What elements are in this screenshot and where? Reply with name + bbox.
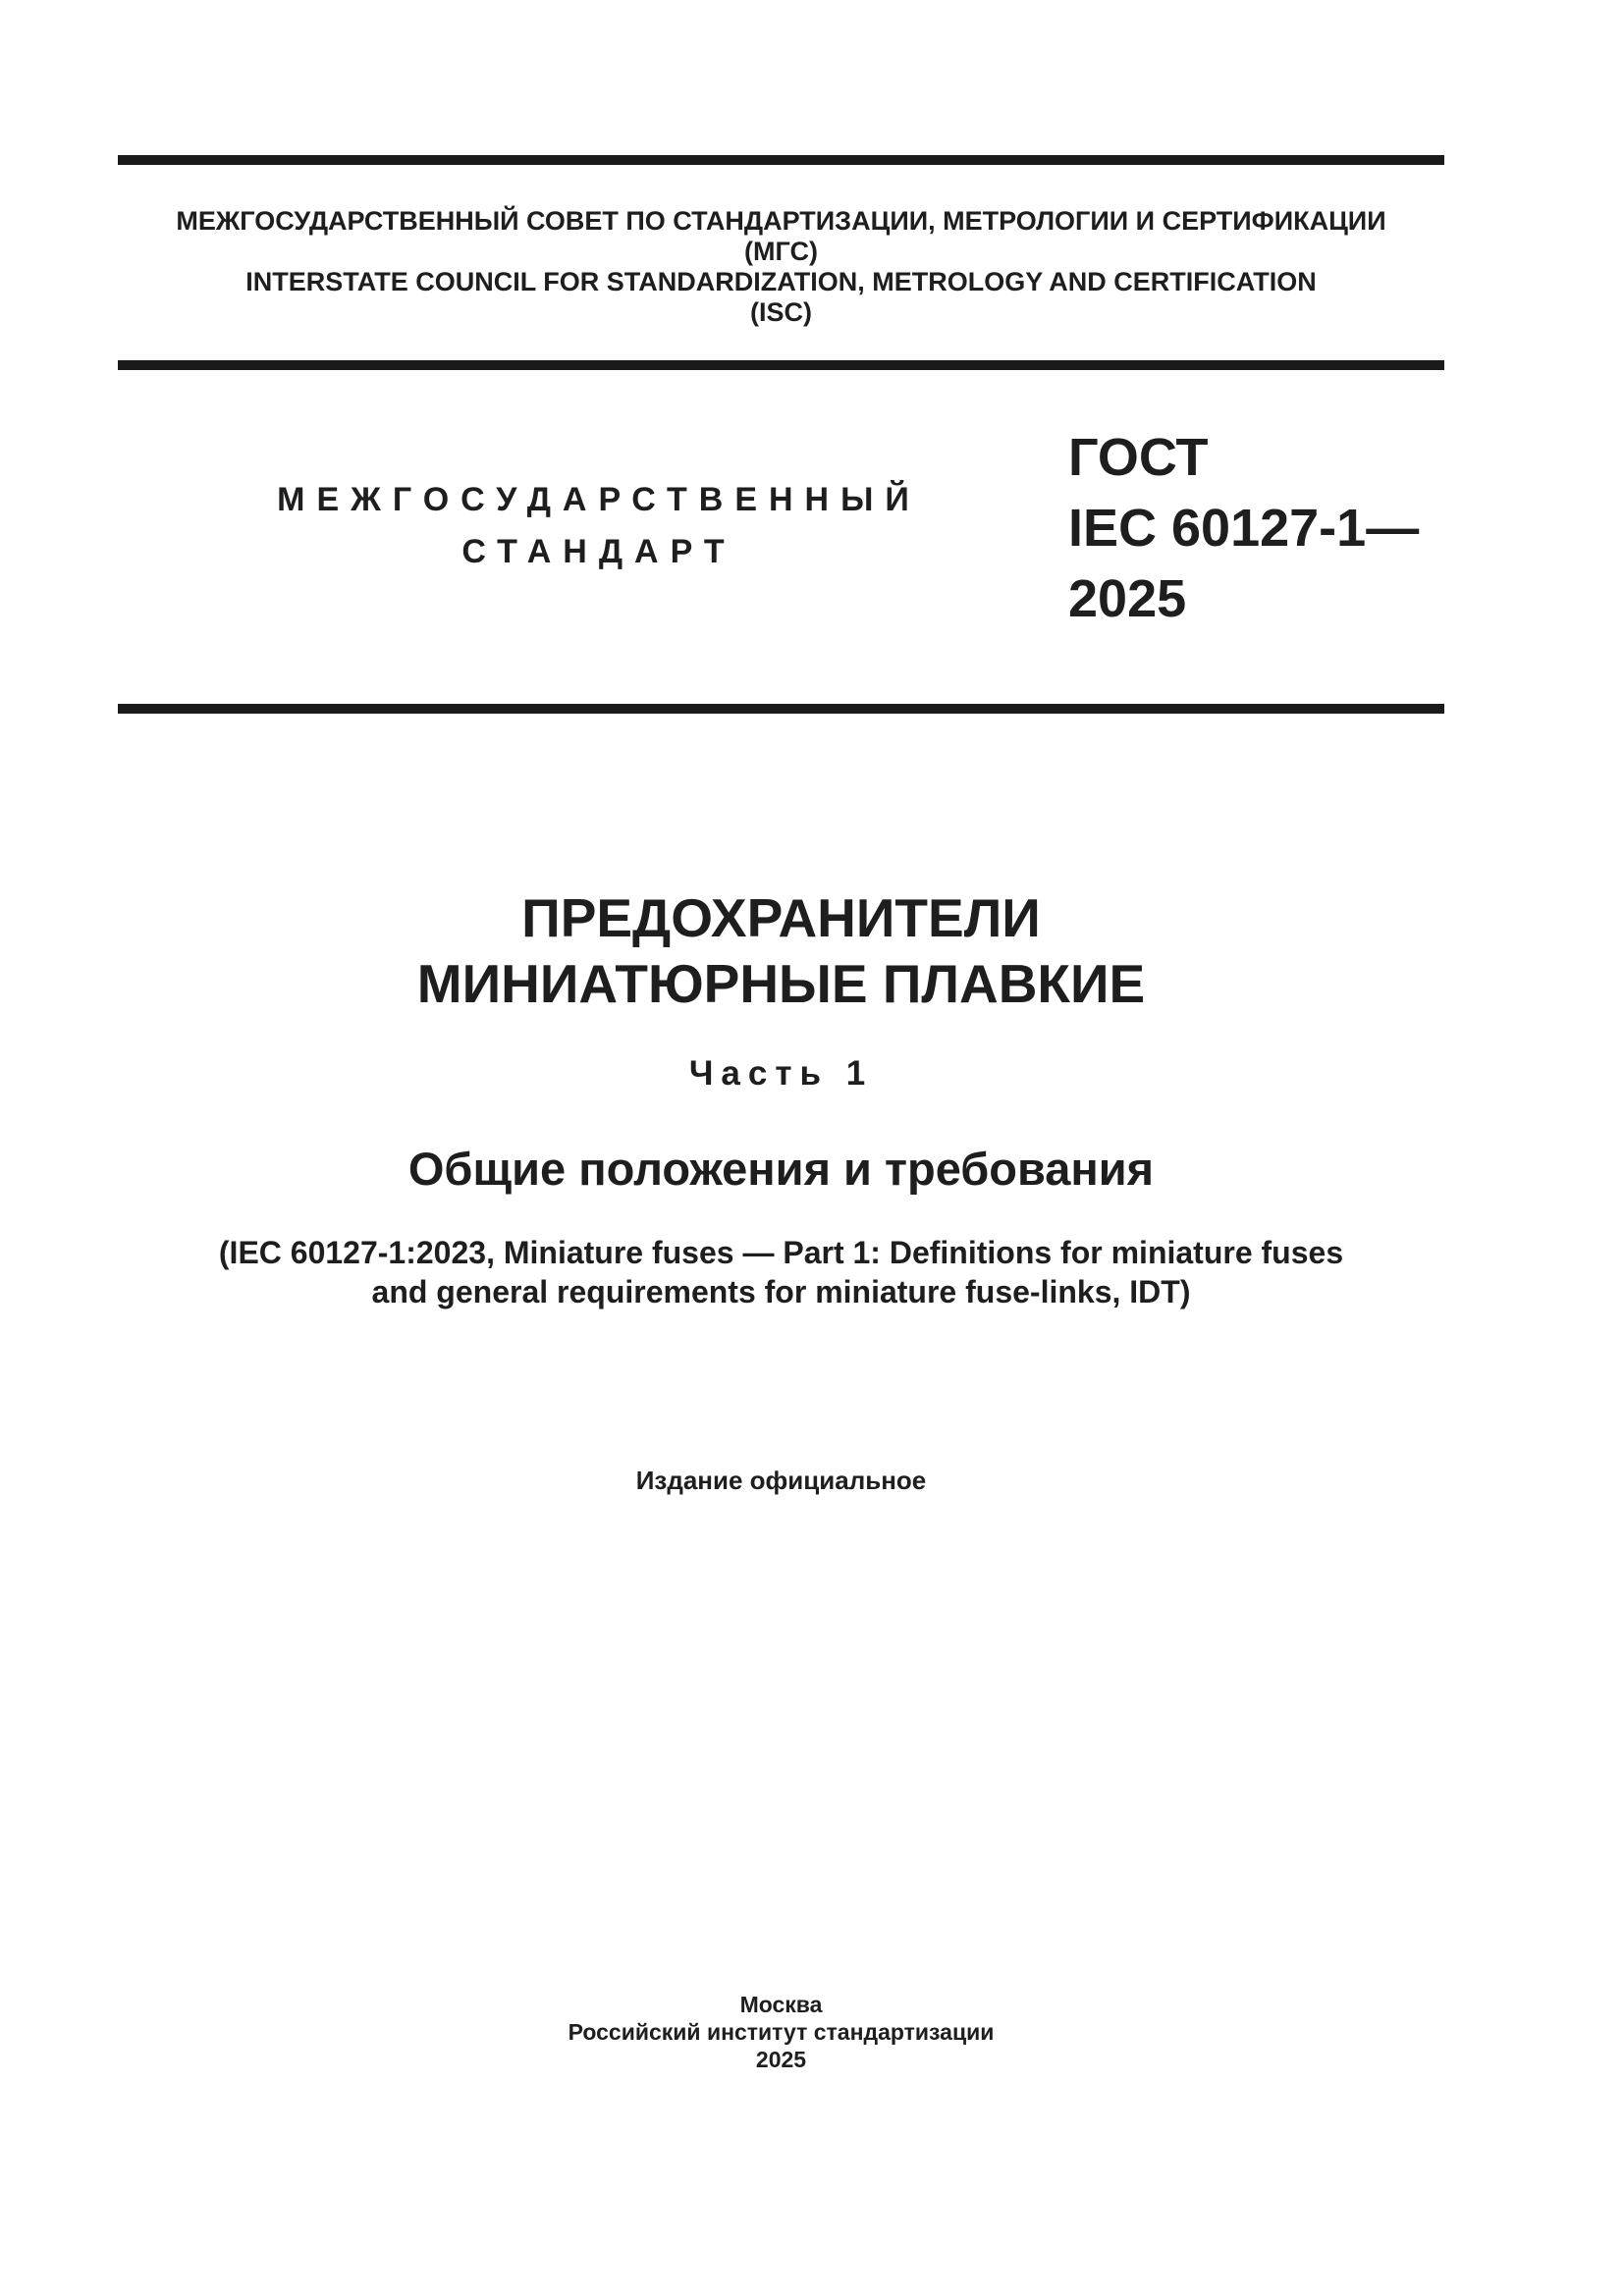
designation-bottom-rule bbox=[118, 704, 1444, 714]
source-line-2: and general requirements for miniature fuse-links, IDT) bbox=[371, 1274, 1191, 1309]
standard-designation bbox=[1068, 422, 1419, 634]
council-name-en: INTERSTATE COUNCIL FOR STANDARDIZATION, METROLOGY AND CERTIFICATION bbox=[245, 267, 1317, 296]
council-header bbox=[118, 206, 1444, 328]
title-line-1: ПРЕДОХРАНИТЕЛИ bbox=[521, 887, 1041, 948]
title-line-2: МИНИАТЮРНЫЕ ПЛАВКИЕ bbox=[416, 953, 1146, 1014]
designation-line-3: 2025 bbox=[1068, 569, 1187, 628]
standard-type-line-2: СТАНДАРТ bbox=[461, 533, 736, 570]
source-line-1: (IEC 60127-1:2023, Miniature fuses — Part 1: Definitions for miniature fuses bbox=[218, 1235, 1344, 1270]
source-standard-reference bbox=[118, 1233, 1444, 1311]
standard-type bbox=[206, 474, 992, 578]
council-abbr-en: (ISC) bbox=[750, 297, 812, 327]
designation-line-2: IEC 60127-1— bbox=[1068, 499, 1420, 558]
document-title bbox=[118, 885, 1444, 1017]
council-abbr-ru: (МГС) bbox=[744, 237, 818, 266]
designation-line-1: ГОСТ bbox=[1068, 428, 1209, 487]
part-number: Часть 1 bbox=[688, 1054, 874, 1093]
imprint-publisher: Российский институт стандартизации bbox=[568, 2019, 995, 2045]
standard-type-line-1: МЕЖГОСУДАРСТВЕННЫЙ bbox=[277, 481, 921, 518]
imprint-city: Москва bbox=[739, 1992, 823, 2017]
header-bottom-rule bbox=[118, 360, 1444, 370]
council-name-ru: МЕЖГОСУДАРСТВЕННЫЙ СОВЕТ ПО СТАНДАРТИЗАЦИИ, МЕТРОЛОГИИ И СЕРТИФИКАЦИИ bbox=[176, 206, 1386, 236]
publisher-imprint bbox=[118, 1991, 1444, 2073]
document-subtitle: Общие положения и требования bbox=[407, 1143, 1155, 1195]
imprint-year: 2025 bbox=[755, 2047, 807, 2072]
top-rule bbox=[118, 155, 1444, 165]
edition-label: Издание официальное bbox=[635, 1466, 927, 1495]
